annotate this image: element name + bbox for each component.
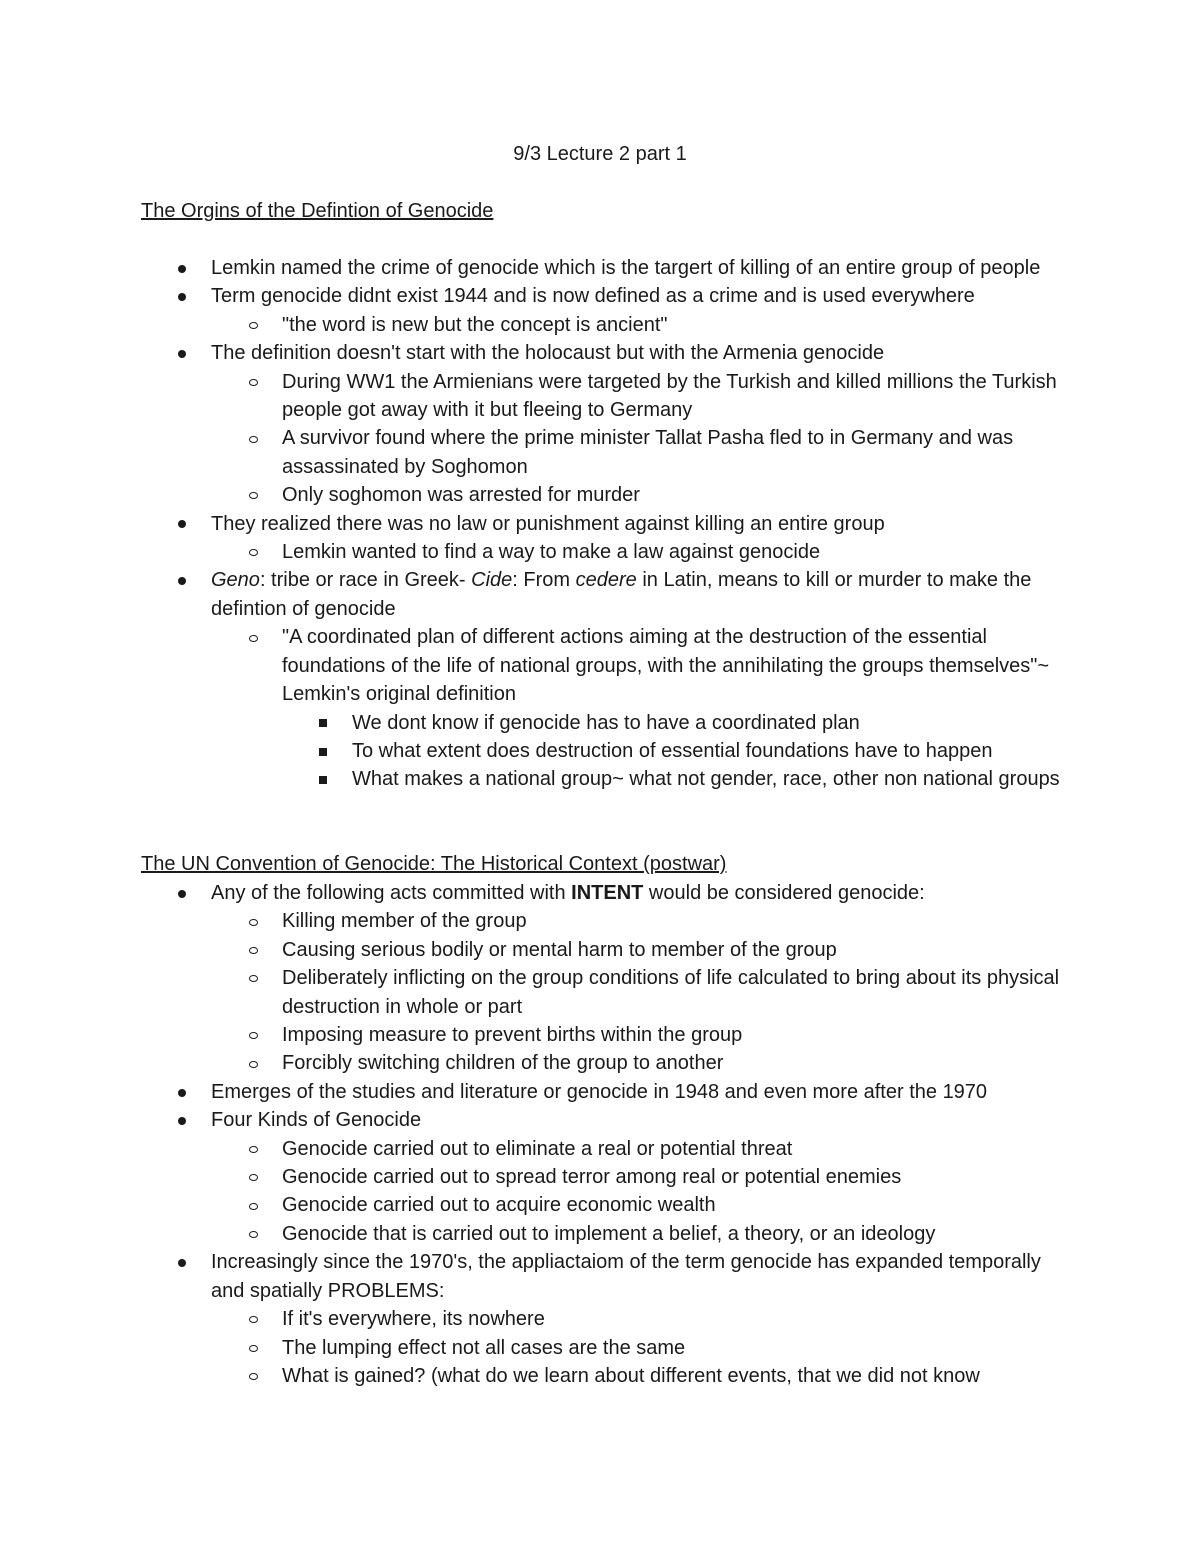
hollow-bullet-icon — [249, 1135, 258, 1163]
list-item: A survivor found where the prime minister Tallat Pasha fled to in Germany and was assassinated by Soghomon — [0, 424, 1200, 481]
filled-bullet-icon — [178, 282, 186, 310]
un-convention-list — [0, 879, 1200, 1390]
hollow-bullet-icon — [249, 538, 258, 566]
list-item: Emerges of the studies and literature or genocide in 1948 and even more after the 1970 — [0, 1078, 1200, 1106]
list-item: Genocide that is carried out to implement a belief, a theory, or an ideology — [0, 1220, 1200, 1248]
hollow-bullet-icon — [249, 1220, 258, 1248]
list-item: We dont know if genocide has to have a coordinated plan — [0, 709, 1200, 737]
list-item: Genocide carried out to eliminate a real or potential threat — [0, 1135, 1200, 1163]
list-item: Increasingly since the 1970's, the appliactaiom of the term genocide has expanded temporally and spatially PROBLEMS: — [0, 1248, 1200, 1305]
list-item: Lemkin named the crime of genocide which is the targert of killing of an entire group of people — [0, 254, 1200, 282]
square-bullet-icon — [319, 709, 327, 737]
hollow-bullet-icon — [249, 424, 258, 452]
list-item: Causing serious bodily or mental harm to member of the group — [0, 936, 1200, 964]
list-item: Forcibly switching children of the group to another — [0, 1049, 1200, 1077]
hollow-bullet-icon — [249, 1021, 258, 1049]
section-heading-un-convention: The UN Convention of Genocide: The Historical Context (postwar) — [141, 853, 727, 875]
list-item: What is gained? (what do we learn about different events, that we did not know — [0, 1362, 1200, 1390]
list-item: To what extent does destruction of essential foundations have to happen — [0, 737, 1200, 765]
list-item: Only soghomon was arrested for murder — [0, 481, 1200, 509]
hollow-bullet-icon — [249, 311, 258, 339]
filled-bullet-icon — [178, 879, 186, 907]
list-item: If it's everywhere, its nowhere — [0, 1305, 1200, 1333]
list-item: Four Kinds of Genocide — [0, 1106, 1200, 1134]
origins-list — [0, 254, 1200, 794]
page-title: 9/3 Lecture 2 part 1 — [513, 143, 687, 165]
filled-bullet-icon — [178, 339, 186, 367]
list-item: During WW1 the Armienians were targeted by the Turkish and killed millions the Turkish people got away with it but fleeing to Germany — [0, 368, 1200, 425]
list-item: "A coordinated plan of different actions aiming at the destruction of the essential foundations of the life of national groups, with the annihilating the groups themselves"~ Lemkin's original definition — [0, 623, 1200, 708]
list-item: Lemkin wanted to find a way to make a law against genocide — [0, 538, 1200, 566]
filled-bullet-icon — [178, 510, 186, 538]
hollow-bullet-icon — [249, 936, 258, 964]
hollow-bullet-icon — [249, 368, 258, 396]
list-item: What makes a national group~ what not gender, race, other non national groups — [0, 765, 1200, 793]
section-heading-origins: The Orgins of the Defintion of Genocide — [141, 200, 494, 222]
filled-bullet-icon — [178, 1078, 186, 1106]
square-bullet-icon — [319, 765, 327, 793]
hollow-bullet-icon — [249, 1334, 258, 1362]
list-item: Genocide carried out to acquire economic wealth — [0, 1191, 1200, 1219]
hollow-bullet-icon — [249, 964, 258, 992]
list-item: Genocide carried out to spread terror among real or potential enemies — [0, 1163, 1200, 1191]
list-item: Geno: tribe or race in Greek- Cide: From cedere in Latin, means to kill or murder to make the defintion of genocide — [0, 566, 1200, 623]
hollow-bullet-icon — [249, 1305, 258, 1333]
hollow-bullet-icon — [249, 907, 258, 935]
hollow-bullet-icon — [249, 1049, 258, 1077]
list-item: "the word is new but the concept is ancient" — [0, 311, 1200, 339]
filled-bullet-icon — [178, 1106, 186, 1134]
list-item: Term genocide didnt exist 1944 and is now defined as a crime and is used everywhere — [0, 282, 1200, 310]
hollow-bullet-icon — [249, 1362, 258, 1390]
hollow-bullet-icon — [249, 481, 258, 509]
list-item: The definition doesn't start with the holocaust but with the Armenia genocide — [0, 339, 1200, 367]
filled-bullet-icon — [178, 1248, 186, 1276]
list-item: Any of the following acts committed with INTENT would be considered genocide: — [0, 879, 1200, 907]
list-item: Imposing measure to prevent births within the group — [0, 1021, 1200, 1049]
list-item: The lumping effect not all cases are the same — [0, 1334, 1200, 1362]
list-item: Killing member of the group — [0, 907, 1200, 935]
hollow-bullet-icon — [249, 1163, 258, 1191]
hollow-bullet-icon — [249, 623, 258, 651]
hollow-bullet-icon — [249, 1191, 258, 1219]
square-bullet-icon — [319, 737, 327, 765]
filled-bullet-icon — [178, 254, 186, 282]
list-item: Deliberately inflicting on the group conditions of life calculated to bring about its physical destruction in whole or part — [0, 964, 1200, 1021]
list-item: They realized there was no law or punishment against killing an entire group — [0, 510, 1200, 538]
filled-bullet-icon — [178, 566, 186, 594]
